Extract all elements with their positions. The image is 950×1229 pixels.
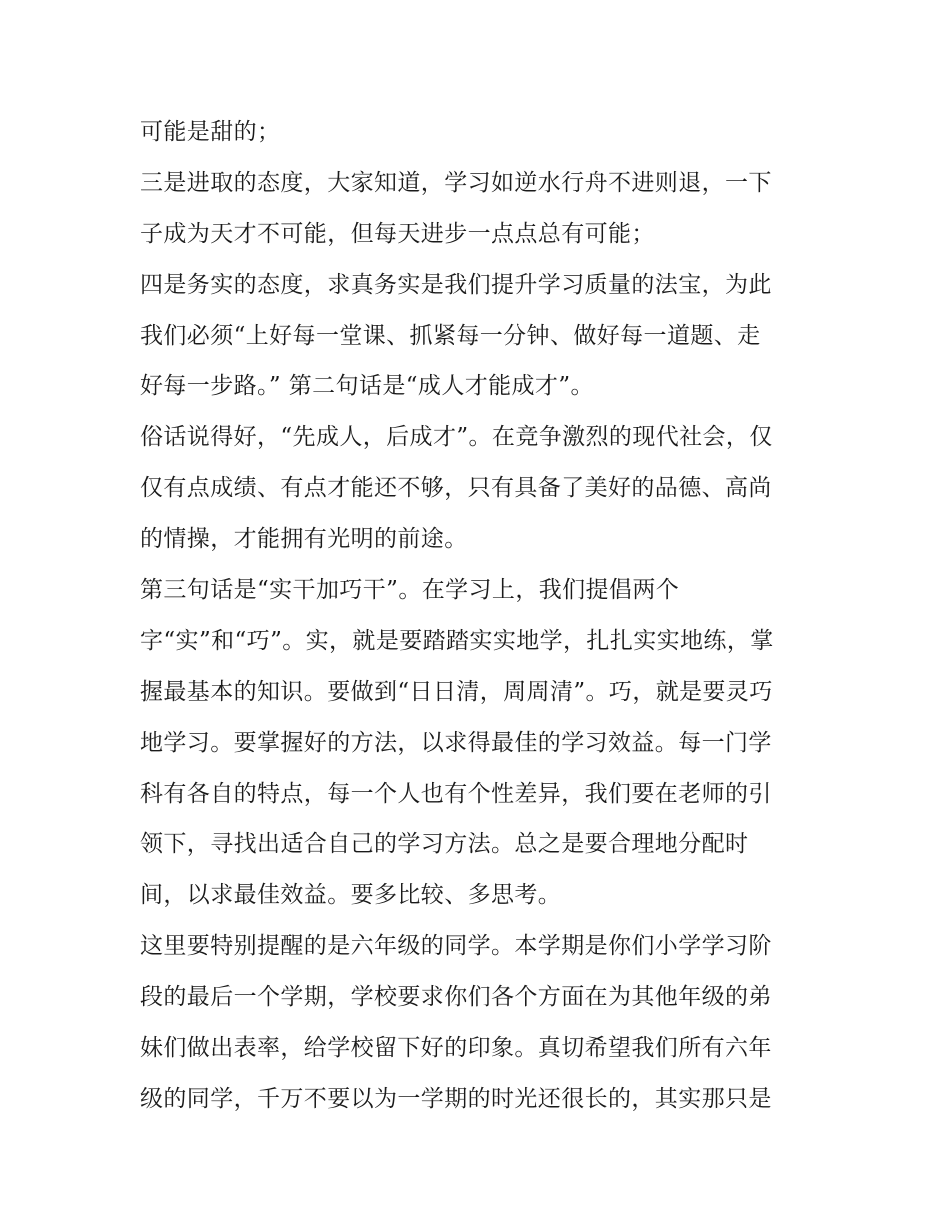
text-line: 地学习。要掌握好的方法，以求得最佳的学习效益。每一门学: [140, 729, 772, 756]
text-line: 领下，寻找出适合自己的学习方法。总之是要合理地分配时: [140, 831, 749, 858]
text-line: 可能是甜的；: [140, 119, 281, 145]
text-line: 子成为天才不可能，但每天进步一点点总有可能；: [140, 220, 655, 247]
text-line: 的情操，才能拥有光明的前途。: [140, 526, 468, 553]
text-line: 好每一步路。” 第二句话是“成人才能成才”。: [140, 373, 594, 400]
text-line: 三是进取的态度，大家知道，学习如逆水行舟不进则退，一下: [140, 169, 772, 196]
text-line: 仅有点成绩、有点才能还不够，只有具备了美好的品德、高尚: [140, 475, 772, 502]
text-line: 俗话说得好，“先成人，后成才”。在竞争激烈的现代社会，仅: [140, 424, 773, 451]
text-line: 握最基本的知识。要做到“日日清，周周清”。巧，就是要灵巧: [140, 678, 773, 705]
text-line: 我们必须“上好每一堂课、抓紧每一分钟、做好每一道题、走: [140, 322, 761, 349]
text-line: 第三句话是“实干加巧干”。在学习上，我们提倡两个: [140, 577, 680, 604]
text-line: 间，以求最佳效益。要多比较、多思考。: [140, 882, 562, 909]
text-line: 字“实”和“巧”。实，就是要踏踏实实地学，扎扎实实地练，掌: [140, 627, 774, 654]
body-text: [140, 107, 820, 1125]
text-line: 级的同学，千万不要以为一学期的时光还很长的，其实那只是: [140, 1085, 772, 1112]
text-line: 科有各自的特点，每一个人也有个性差异，我们要在老师的引: [140, 780, 772, 807]
text-line: 段的最后一个学期，学校要求你们各个方面在为其他年级的弟: [140, 984, 772, 1011]
text-line: 妹们做出表率，给学校留下好的印象。真切希望我们所有六年: [140, 1035, 772, 1062]
text-line: 四是务实的态度，求真务实是我们提升学习质量的法宝，为此: [140, 271, 772, 298]
text-line: 这里要特别提醒的是六年级的同学。本学期是你们小学学习阶: [140, 933, 772, 960]
